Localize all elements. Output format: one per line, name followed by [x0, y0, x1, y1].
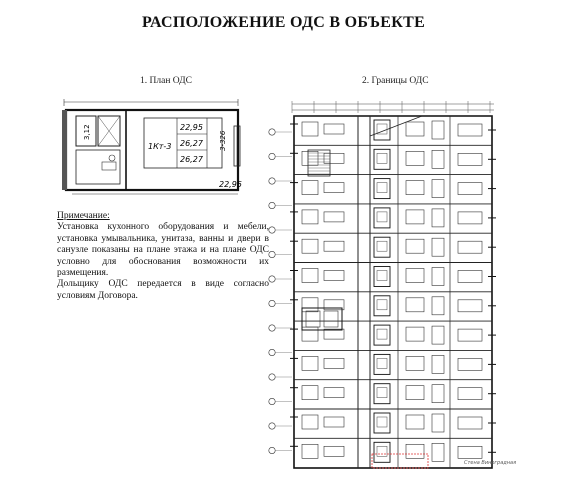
plan-caption: 1. План ОДС — [140, 76, 192, 86]
note-paragraph-2: Дольщику ОДС передается в виде согласно условиям Договора. — [57, 279, 269, 301]
note-paragraph-1: Установка кухонного оборудования и мебели, установка умывальника, унитаза, ванны и двери в санузле показаны на плане этажа и на плане ОДС условно для обоснования возможности их размещения. — [57, 222, 269, 279]
area-value-2: 26,27 — [180, 139, 203, 148]
note-block — [57, 211, 269, 302]
area-value-1: 22,95 — [180, 123, 203, 132]
room-label: 1Кт-3 — [148, 142, 172, 151]
note-title: Примечание: — [57, 211, 110, 221]
apartment-plan — [62, 98, 262, 198]
bottom-area-label: 22,95 — [219, 180, 242, 189]
bathroom-area-label: 3,12 — [83, 124, 91, 140]
apartment-type-label: 3-326 — [219, 130, 227, 151]
stamp-label: Стена Виноградная — [464, 460, 517, 466]
area-value-3: 26,27 — [180, 155, 203, 164]
boundaries-caption: 2. Границы ОДС — [362, 76, 429, 86]
page-title: РАСПОЛОЖЕНИЕ ОДС В ОБЪЕКТЕ — [141, 14, 426, 31]
floor-plan — [262, 96, 562, 476]
